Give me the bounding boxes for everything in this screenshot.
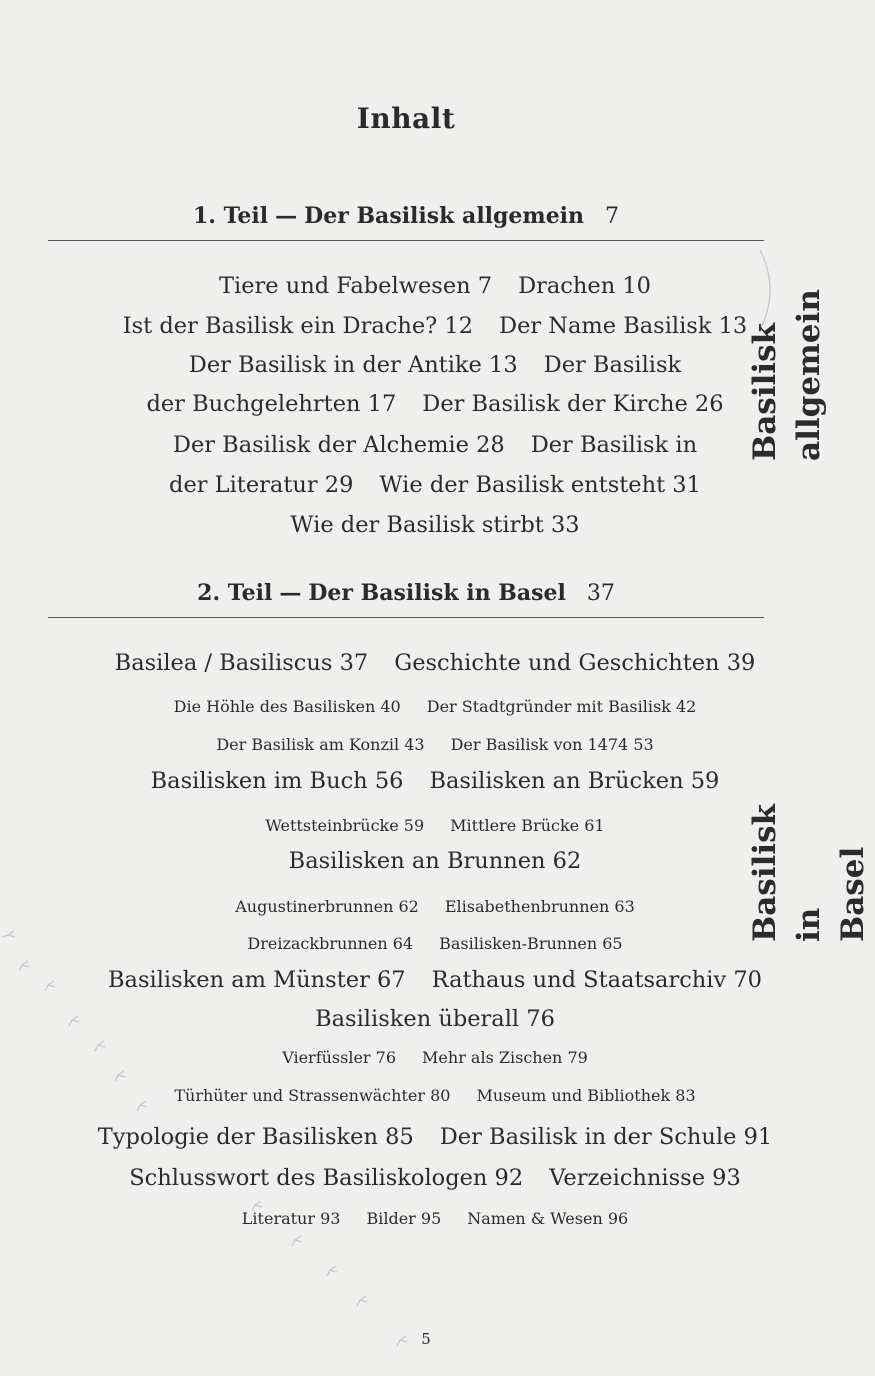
toc-line	[60, 432, 810, 458]
toc-line	[60, 313, 810, 339]
toc-line	[60, 1124, 810, 1150]
toc-entry[interactable]: Basilisken an Brunnen 62	[288, 848, 582, 874]
part1-rule	[48, 240, 764, 241]
toc-entry[interactable]: Tiere und Fabelwesen 7	[219, 273, 493, 299]
side-label-line: Basel	[835, 846, 871, 942]
part2-dash: —	[279, 580, 302, 606]
toc-entry[interactable]: Basilisken an Brücken 59	[429, 768, 720, 794]
toc-entry[interactable]: Der Basilisk der Kirche 26	[422, 391, 724, 417]
part1-name: Der Basilisk allgemein	[304, 203, 585, 229]
page-number: 5	[421, 1330, 431, 1348]
toc-entry[interactable]: der Buchgelehrten 17	[146, 391, 397, 417]
toc-entry[interactable]: Schlusswort des Basiliskologen 92	[129, 1165, 524, 1191]
part1-page: 7	[605, 204, 620, 229]
toc-entry[interactable]: Elisabethenbrunnen 63	[444, 897, 635, 916]
toc-line	[60, 650, 810, 676]
toc-line	[60, 391, 810, 417]
toc-entry[interactable]: Basilea / Basiliscus 37	[114, 650, 369, 676]
toc-line	[60, 967, 810, 993]
part2-side-label	[743, 772, 875, 942]
toc-entry[interactable]: der Literatur 29	[169, 472, 354, 498]
part1-number: 1. Teil	[192, 203, 269, 229]
toc-entry[interactable]: Der Basilisk	[543, 352, 682, 378]
side-label-line: Basilisk in	[747, 803, 827, 942]
toc-entry[interactable]: Türhüter und Strassenwächter 80	[174, 1086, 451, 1105]
toc-entry[interactable]: Vierfüssler 76	[282, 1048, 397, 1067]
part2-name: Der Basilisk in Basel	[308, 580, 566, 606]
page-title: Inhalt	[356, 102, 456, 135]
toc-line	[60, 816, 810, 835]
toc-entry[interactable]: Der Basilisk von 1474 53	[450, 735, 654, 754]
toc-entry[interactable]: Museum und Bibliothek 83	[476, 1086, 696, 1105]
toc-entry[interactable]: Basilisken im Buch 56	[150, 768, 404, 794]
toc-entry[interactable]: Der Basilisk der Alchemie 28	[172, 432, 505, 458]
toc-line	[60, 768, 810, 794]
toc-entry[interactable]: Wettsteinbrücke 59	[265, 816, 425, 835]
toc-entry[interactable]: Augustinerbrunnen 62	[235, 897, 419, 916]
toc-entry[interactable]: Der Basilisk in	[530, 432, 698, 458]
toc-line	[60, 1209, 810, 1228]
toc-entry[interactable]: Bilder 95	[366, 1209, 442, 1228]
toc-line	[60, 934, 810, 953]
toc-line	[60, 897, 810, 916]
toc-entry[interactable]: Verzeichnisse 93	[549, 1165, 741, 1191]
toc-entry[interactable]: Mehr als Zischen 79	[422, 1048, 588, 1067]
toc-line	[60, 848, 810, 874]
toc-line	[60, 1086, 810, 1105]
toc-entry[interactable]: Wie der Basilisk stirbt 33	[290, 512, 580, 538]
toc-line	[60, 1165, 810, 1191]
toc-entry[interactable]: Rathaus und Staatsarchiv 70	[431, 967, 762, 993]
toc-entry[interactable]: Wie der Basilisk entsteht 31	[379, 472, 701, 498]
toc-line	[60, 735, 810, 754]
toc-line	[60, 273, 810, 299]
toc-line	[60, 352, 810, 378]
toc-line	[60, 1006, 810, 1032]
part2-page: 37	[586, 581, 615, 606]
toc-entry[interactable]: Die Höhle des Basilisken 40	[173, 697, 401, 716]
toc-entry[interactable]: Basilisken überall 76	[315, 1006, 555, 1032]
toc-entry[interactable]: Der Basilisk in der Antike 13	[188, 352, 518, 378]
toc-entry[interactable]: Literatur 93	[241, 1209, 341, 1228]
toc-line	[60, 1048, 810, 1067]
toc-entry[interactable]: Der Basilisk am Konzil 43	[216, 735, 425, 754]
toc-entry[interactable]: Der Basilisk in der Schule 91	[439, 1124, 773, 1150]
part1-heading	[0, 203, 812, 229]
part2-number: 2. Teil	[197, 580, 273, 606]
toc-entry[interactable]: Geschichte und Geschichten 39	[394, 650, 756, 676]
toc-entry[interactable]: Typologie der Basilisken 85	[97, 1124, 414, 1150]
toc-entry[interactable]: Mittlere Brücke 61	[450, 816, 605, 835]
toc-line	[60, 472, 810, 498]
part2-heading	[0, 580, 812, 606]
side-label-line: Basilisk	[747, 322, 783, 461]
toc-line	[60, 697, 810, 716]
toc-entry[interactable]: Basilisken-Brunnen 65	[439, 934, 623, 953]
part1-side-label	[743, 289, 831, 461]
toc-entry[interactable]: Namen & Wesen 96	[467, 1209, 629, 1228]
part1-dash: —	[275, 203, 298, 229]
part2-rule	[48, 617, 764, 618]
toc-entry[interactable]: Basilisken am Münster 67	[108, 967, 406, 993]
side-label-line: allgemein	[791, 289, 827, 461]
toc-line	[60, 512, 810, 538]
toc-entry[interactable]: Drachen 10	[518, 273, 651, 299]
toc-entry[interactable]: Der Stadtgründer mit Basilisk 42	[426, 697, 697, 716]
toc-entry[interactable]: Ist der Basilisk ein Drache? 12	[122, 313, 474, 339]
toc-entry[interactable]: Der Name Basilisk 13	[499, 313, 748, 339]
toc-entry[interactable]: Dreizackbrunnen 64	[247, 934, 414, 953]
